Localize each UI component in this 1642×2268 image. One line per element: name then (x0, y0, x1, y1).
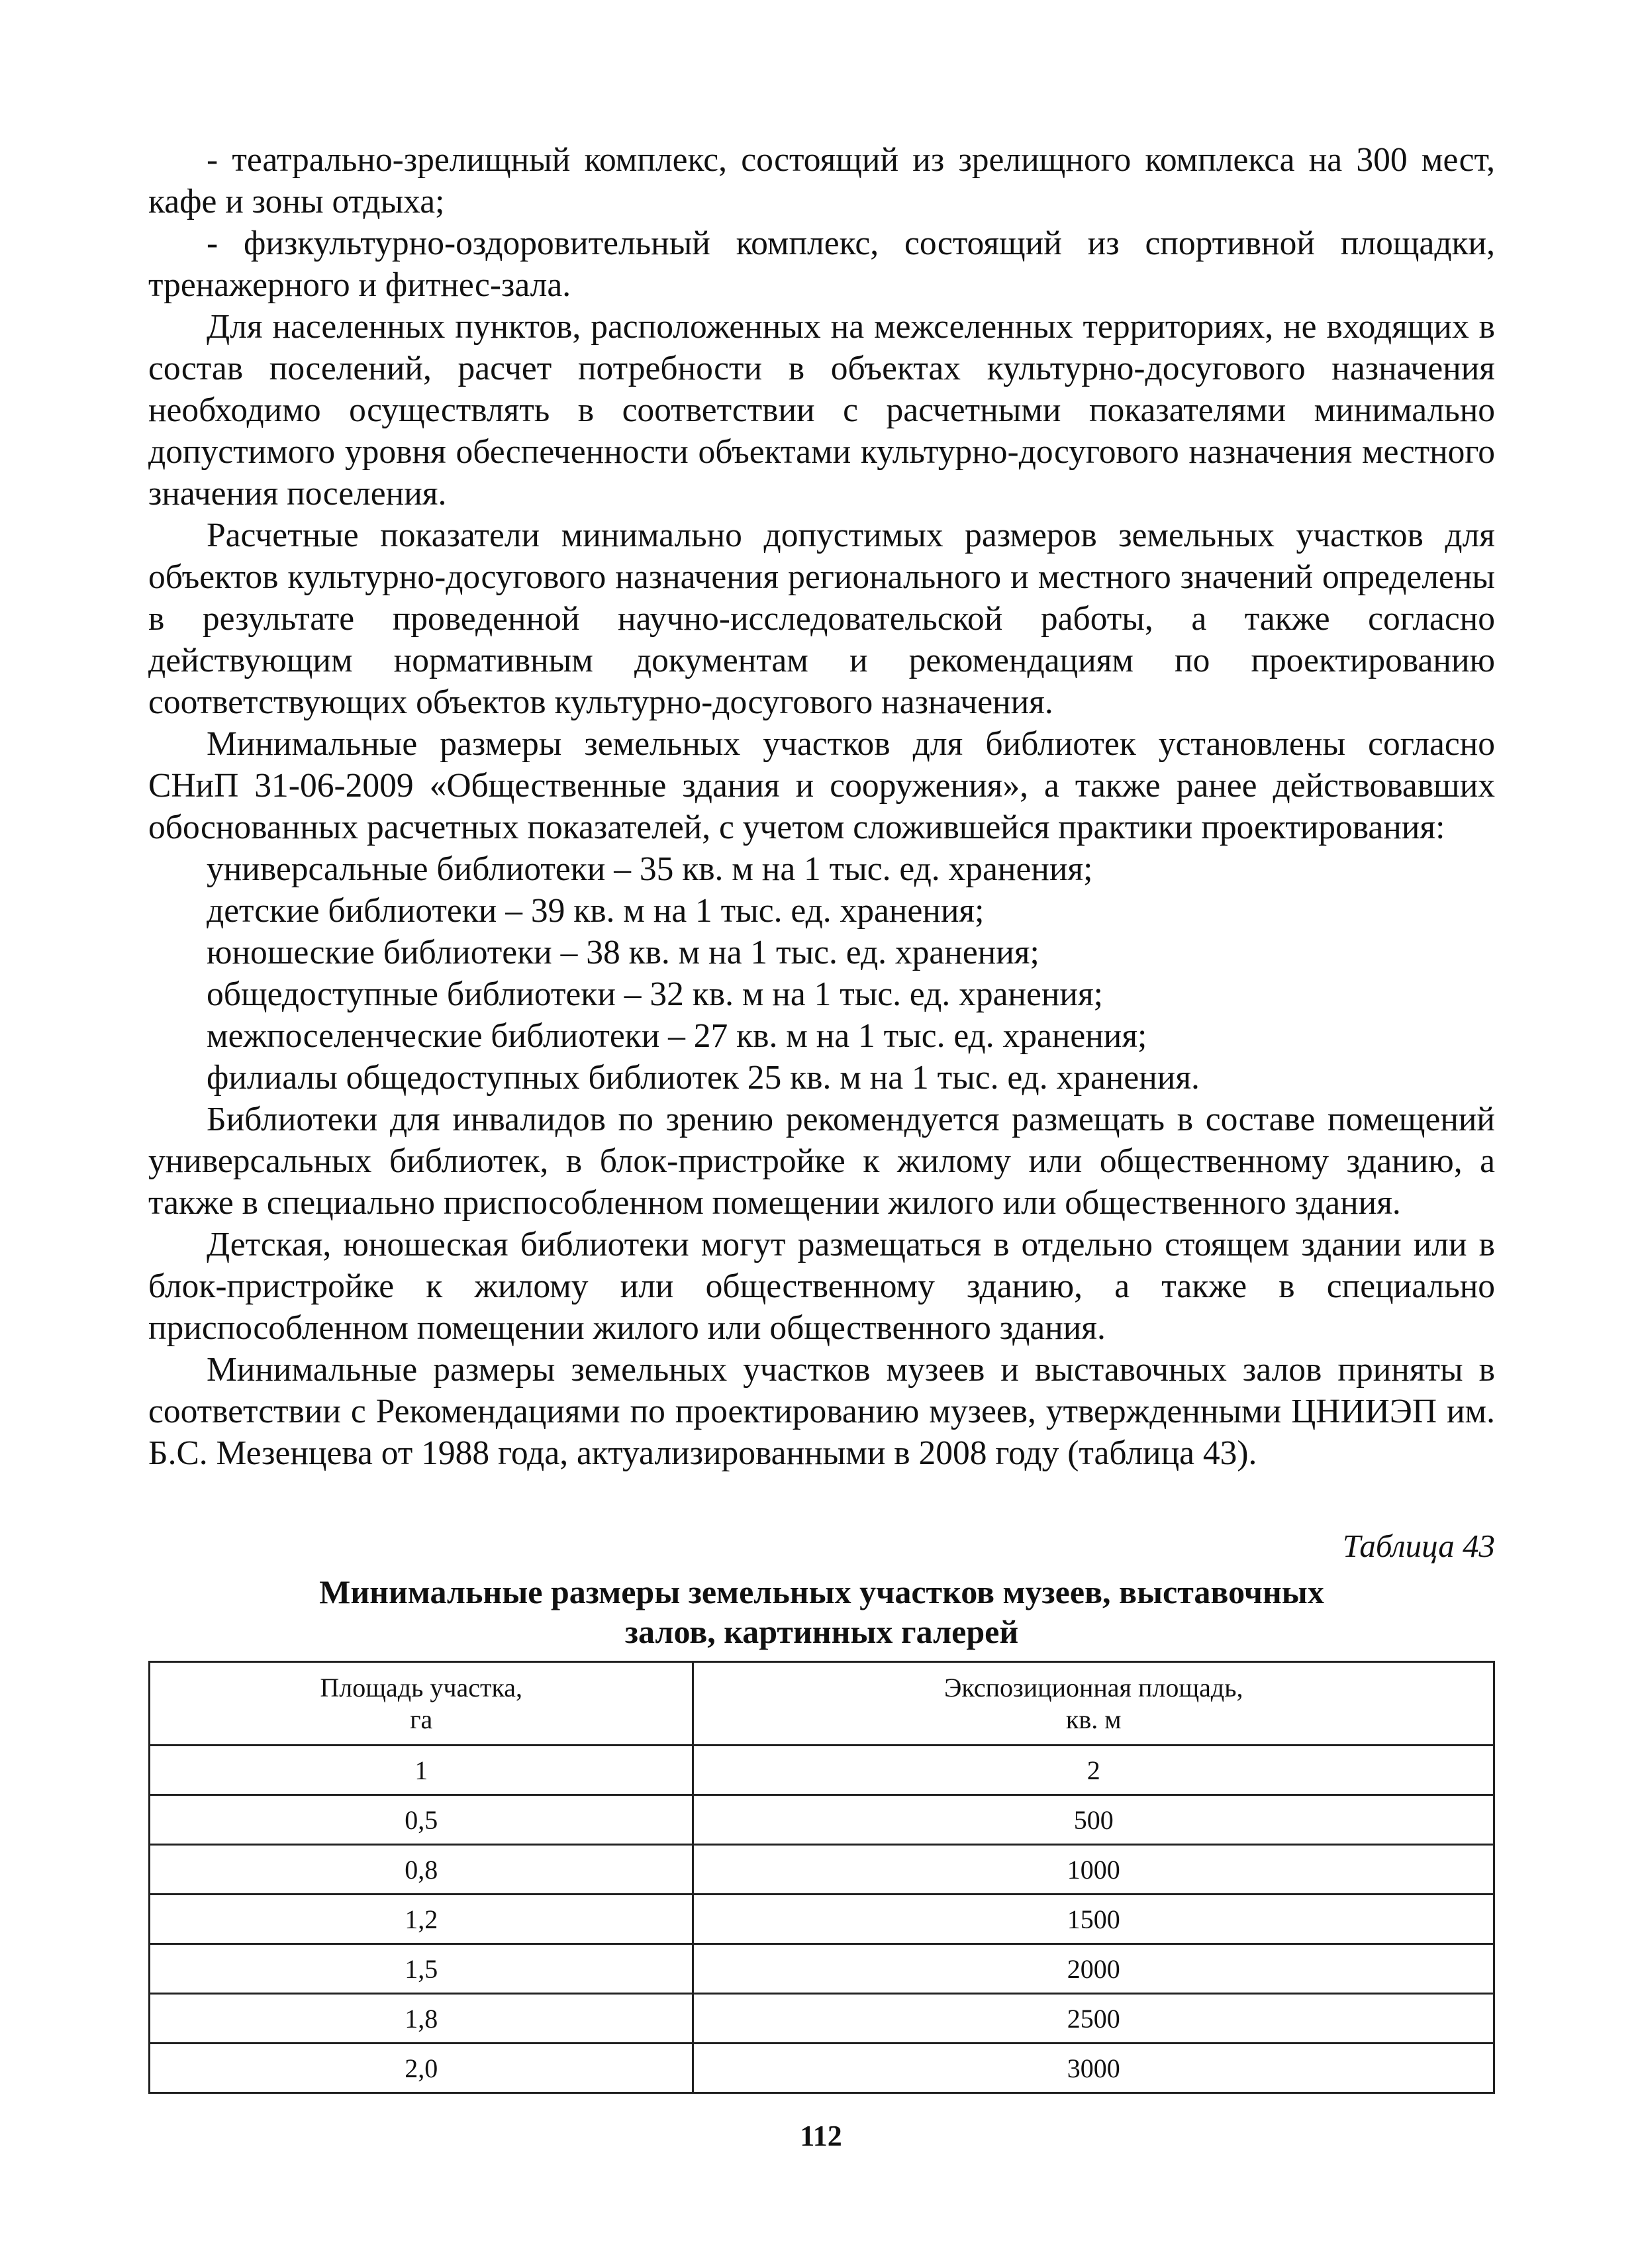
paragraph: Детская, юношеская библиотеки могут размещаться в отдельно стоящем здании или в блок-пристройке к жилому или общественному зданию, а также в специально приспособленном помещении жилого или общественного здания. (148, 1226, 1495, 1347)
table-row (150, 2044, 1494, 2093)
paragraph: - физкультурно-оздоровительный комплекс, состоящий из спортивной площадки, тренажерного и фитнес-зала. (148, 224, 1495, 304)
table-cell: 0,5 (150, 1795, 693, 1845)
table-cell: 1,5 (150, 1944, 693, 1994)
table-cell: 0,8 (150, 1845, 693, 1895)
table-cell: 500 (693, 1795, 1494, 1845)
table-cell: 2500 (693, 1994, 1494, 2044)
table-title-line: залов, картинных галерей (624, 1613, 1019, 1650)
table-header-row (150, 1662, 1494, 1746)
header-exhibit-area (693, 1662, 1494, 1746)
table-row (150, 1895, 1494, 1944)
header-unit: га (410, 1704, 433, 1734)
table-row (150, 1944, 1494, 1994)
table-title-line: Минимальные размеры земельных участков музеев, выставочных (319, 1573, 1324, 1610)
table-title (148, 1572, 1495, 1652)
paragraph: Минимальные размеры земельных участков музеев и выставочных залов приняты в соответствии с Рекомендациями по проектированию музеев, утвержденными ЦНИИЭП им. Б.С. Мезенцева от 1988 года, актуализированными в 2008 году (таблица 43). (148, 1351, 1495, 1472)
header-text: Экспозиционная площадь, (943, 1672, 1243, 1702)
list-item: межпоселенческие библиотеки – 27 кв. м на 1 тыс. ед. хранения; (207, 1017, 1147, 1055)
list-item: детские библиотеки – 39 кв. м на 1 тыс. ед. хранения; (207, 892, 985, 930)
paragraph: Минимальные размеры земельных участков для библиотек установлены согласно СНиП 31-06-2009 «Общественные здания и сооружения», а также ранее действовавших обоснованных расчетных показателей, с учетом сложившейся практики проектирования: (148, 725, 1495, 846)
table-cell: 1,8 (150, 1994, 693, 2044)
list-item: универсальные библиотеки – 35 кв. м на 1 тыс. ед. хранения; (207, 850, 1093, 888)
library-norms-list (148, 848, 1495, 1099)
paragraph: Библиотеки для инвалидов по зрению рекомендуется размещать в составе помещений универсальных библиотек, в блок-пристройке к жилому или общественному зданию, а также в специально приспособленном помещении жилого или общественного здания. (148, 1101, 1495, 1222)
header-text: Площадь участка, (320, 1672, 523, 1702)
header-plot-area (150, 1662, 693, 1746)
document-page (148, 139, 1495, 2083)
table-row (150, 1795, 1494, 1845)
table-row (150, 1994, 1494, 2044)
table-cell: 2,0 (150, 2044, 693, 2093)
list-item: филиалы общедоступных библиотек 25 кв. м на 1 тыс. ед. хранения. (207, 1059, 1200, 1097)
header-unit: кв. м (1065, 1704, 1122, 1734)
page-number: 112 (800, 2120, 842, 2152)
paragraph: Для населенных пунктов, расположенных на межселенных территориях, не входящих в состав поселений, расчет потребности в объектах культурно-досугового назначения необходимо осуществлять в соответствии с расчетными показателями минимально допустимого уровня обеспеченности объектами культурно-досугового назначения местного значения поселения. (148, 308, 1495, 513)
paragraph: Расчетные показатели минимально допустимых размеров земельных участков для объектов культурно-досугового назначения регионального и местного значений определены в результате проведенной научно-исследовательской работы, а также согласно действующим нормативным документам и рекомендациям по проектированию соответствующих объектов культурно-досугового назначения. (148, 517, 1495, 721)
list-item: юношеские библиотеки – 38 кв. м на 1 тыс. ед. хранения; (207, 934, 1039, 971)
museum-land-table (148, 1661, 1495, 2094)
table-cell: 2000 (693, 1944, 1494, 1994)
table-cell: 1 (150, 1746, 693, 1795)
table-cell: 2 (693, 1746, 1494, 1795)
table-cell: 1000 (693, 1845, 1494, 1895)
table-row (150, 1845, 1494, 1895)
table-cell: 3000 (693, 2044, 1494, 2093)
table-cell: 1,2 (150, 1895, 693, 1944)
table-row (150, 1746, 1494, 1795)
paragraph: - театрально-зрелищный комплекс, состоящий из зрелищного комплекса на 300 мест, кафе и зоны отдыха; (148, 141, 1495, 221)
table-caption: Таблица 43 (1342, 1528, 1495, 1564)
table-cell: 1500 (693, 1895, 1494, 1944)
list-item: общедоступные библиотеки – 32 кв. м на 1 тыс. ед. хранения; (207, 975, 1103, 1013)
